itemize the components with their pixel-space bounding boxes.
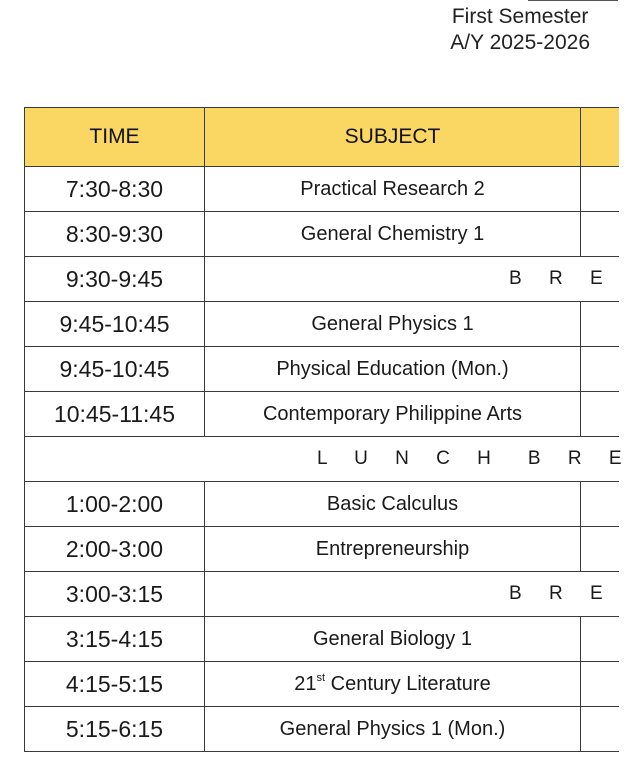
table-row (25, 167, 619, 212)
table-row (25, 392, 619, 437)
subject-cell: Physical Education (Mon.) (205, 347, 581, 392)
time-cell: 7:30-8:30 (25, 167, 205, 212)
break-cell (205, 257, 619, 302)
subject-column-header: SUBJECT (205, 108, 581, 167)
subject-cell: Contemporary Philippine Arts (205, 392, 581, 437)
class-schedule-table (24, 107, 633, 752)
break-cell (205, 572, 619, 617)
time-column-header: TIME (25, 108, 205, 167)
cut-off-cell (581, 302, 619, 347)
cut-off-cell (581, 167, 619, 212)
subject-cell: Basic Calculus (205, 482, 581, 527)
break-label: B R E (509, 268, 614, 289)
table-row (25, 707, 619, 752)
table-row (25, 527, 619, 572)
time-cell: 2:00-3:00 (25, 527, 205, 572)
cut-off-cell (581, 527, 619, 572)
time-cell: 10:45-11:45 (25, 392, 205, 437)
time-cell: 8:30-9:30 (25, 212, 205, 257)
cut-off-cell (581, 617, 619, 662)
table-row-lunch-break (25, 437, 619, 482)
top-rule (528, 0, 618, 1)
subject-rest: Century Literature (325, 672, 491, 695)
lunch-break-cell (25, 437, 633, 482)
subject-cell: General Chemistry 1 (205, 212, 581, 257)
cut-off-cell (581, 707, 619, 752)
table-row-break (25, 572, 619, 617)
cut-off-cell (581, 347, 619, 392)
table-row (25, 302, 619, 347)
time-cell: 9:30-9:45 (25, 257, 205, 302)
subject-prefix: 21 (294, 672, 317, 695)
cut-off-cell (581, 482, 619, 527)
time-cell: 5:15-6:15 (25, 707, 205, 752)
table-row (25, 662, 619, 707)
time-cell: 3:15-4:15 (25, 617, 205, 662)
subject-ordinal-suffix: st (316, 671, 326, 684)
subject-cell: Entrepreneurship (205, 527, 581, 572)
cut-off-cell (581, 392, 619, 437)
lunch-break-label: B R E (527, 448, 633, 469)
subject-cell: General Physics 1 (205, 302, 581, 347)
subject-cell: Practical Research 2 (205, 167, 581, 212)
table-row (25, 347, 619, 392)
break-label: B R E (509, 583, 614, 604)
subject-cell: General Biology 1 (205, 617, 581, 662)
time-cell: 3:00-3:15 (25, 572, 205, 617)
time-cell: 9:45-10:45 (25, 347, 205, 392)
cut-off-column-header (581, 108, 619, 167)
subject-cell (205, 662, 581, 707)
cut-off-cell (581, 662, 619, 707)
table-row (25, 482, 619, 527)
subject-cell: General Physics 1 (Mon.) (205, 707, 581, 752)
academic-year-label: A/Y 2025-2026 (450, 31, 590, 54)
cut-off-cell (581, 212, 619, 257)
table-row (25, 617, 619, 662)
lunch-label: L U N C H (317, 448, 502, 469)
table-header-row (25, 108, 619, 167)
semester-label: First Semester (451, 5, 589, 28)
semester-header (450, 4, 590, 56)
table-row (25, 212, 619, 257)
table-row-break (25, 257, 619, 302)
time-cell: 4:15-5:15 (25, 662, 205, 707)
time-cell: 1:00-2:00 (25, 482, 205, 527)
time-cell: 9:45-10:45 (25, 302, 205, 347)
